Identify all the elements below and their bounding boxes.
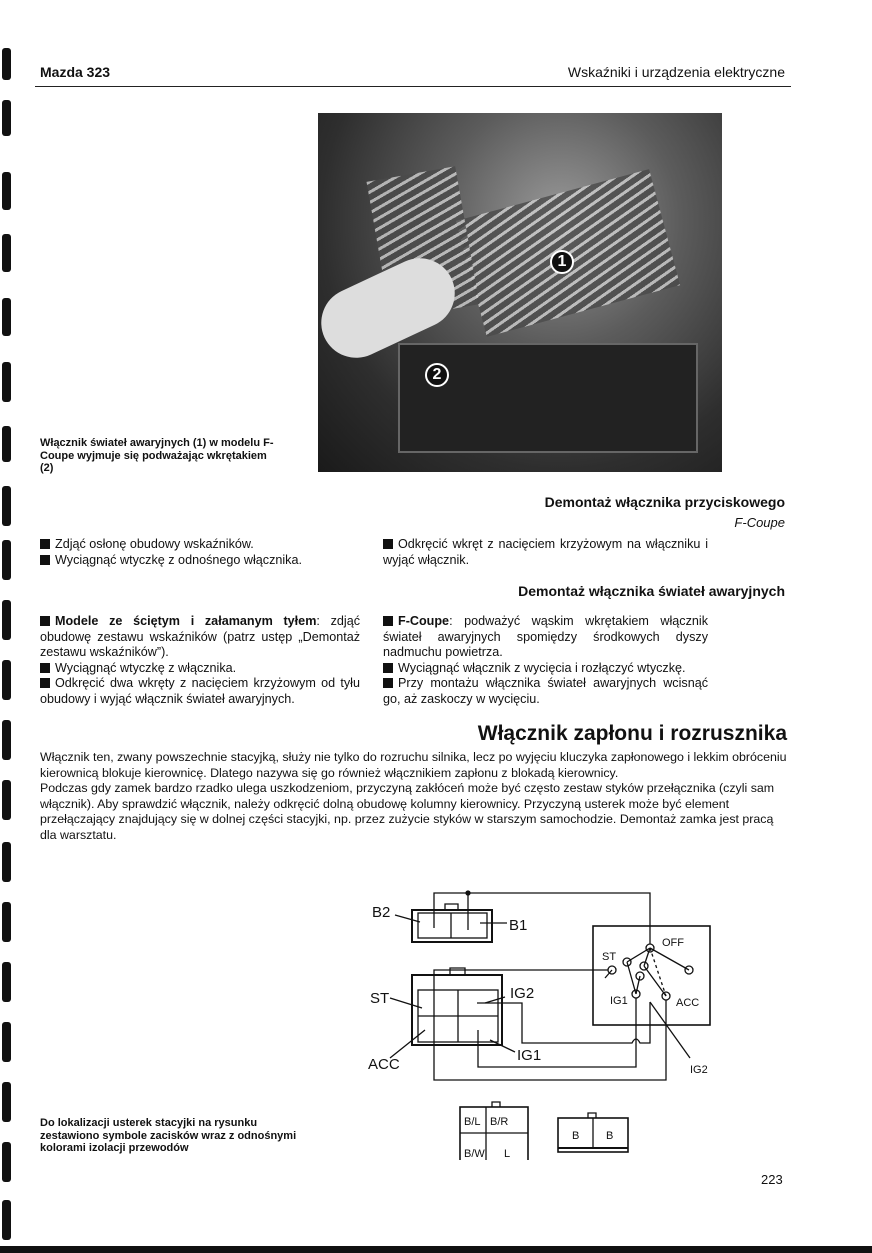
label-sw-acc: ACC [676,997,700,1009]
left-bullets-1: Zdjąć osłonę obudowy wskaźników. Wyciągnąć wtyczkę z odnośnego włącznika. [40,537,360,568]
label-b1: B1 [509,917,528,934]
header-rule [35,86,791,87]
label-ig2-out: IG2 [690,1064,708,1076]
header-chapter: Wskaźniki i urządzenia elektryczne [567,64,785,80]
right-bullet-1: Odkręcić wkręt z nacięciem krzyżowym na włączniku i wyjąć włącznik. [383,537,708,567]
subheading-fcoupe: F-Coupe [734,515,785,530]
dashboard-photo [318,113,722,472]
right-bullets-2: F-Coupe: podważyć wąskim wkrętakiem włącznik świateł awaryjnych spomiędzy środkowych dyszy nadmuchu powietrza. Wyciągnąć włącznik z wycięcia i rozłączyć wtyczkę. Przy montażu włącznika świateł awaryjnych wcisnąć go, aż zaskoczy w wycięciu. [383,614,708,706]
pin-l: L [504,1148,511,1160]
section-title: Włącznik zapłonu i rozrusznika [477,722,787,745]
pin-bw: B/W [464,1148,485,1160]
left-bullets-2: Modele ze ściętym i załamanym tyłem: zdjąć obudowę zestawu wskaźników (patrz ustęp „Demontaż zestawu wskaźników”). Wyciągnąć wtyczkę z włącznika. Odkręcić dwa wkręty z nacięciem krzyżowym od tyłu obudowy i wyjąć włącznik świateł awaryjnych. [40,614,360,706]
label-off: OFF [662,937,684,949]
pin-b-2: B [606,1130,614,1142]
diagram-caption: Do lokalizacji usterek stacyjki na rysunku zestawiono symbole zacisków wraz z odnośnymi kolorami izolacji przewodów [40,1117,297,1154]
heading-push-switch: Demontaż włącznika przyciskowego [544,494,785,510]
page-number: 223 [761,1172,783,1187]
label-ig1: IG1 [517,1047,542,1064]
ignition-switch-diagram [350,880,730,1160]
marker-1: 1 [550,250,574,274]
section-body: Włącznik ten, zwany powszechnie stacyjką, służy nie tylko do rozruchu silnika, lecz po wyjęciu kluczyka zapłonowego i lekkim obróceniu kierownicą blokuje kierownicę. Dlatego nazywa się go również włącznikiem zapłonu z blokadą kierownicy. Podczas gdy zamek bardzo rzadko ulega uszkodzeniom, przyczyną zakłóceń może być często zestaw styków przełącznika (czyli sam włącznik). Aby sprawdzić włącznik, należy odkręcić dolną obudowę kolumny kierownicy. Przyczyną usterek może być element przełączający znajdujący się w dolnej części stacyjki, np. przez zużycie styków w starszym samochodzie. Demontaż zamka jest pracą dla warsztatu. [40,750,787,842]
pin-b-1: B [572,1130,580,1142]
label-acc: ACC [368,1056,400,1073]
label-st: ST [370,990,390,1007]
marker-2: 2 [425,363,449,387]
heading-hazard-switch: Demontaż włącznika świateł awaryjnych [518,583,785,599]
label-sw-st: ST [602,951,617,963]
header-model: Mazda 323 [40,64,111,80]
label-sw-ig1: IG1 [610,995,628,1007]
label-ig2: IG2 [510,985,535,1002]
photo-caption: Włącznik świateł awaryjnych (1) w modelu F-Coupe wyjmuje się podważając wkrętakiem (2) [40,437,274,474]
pin-bl: B/L [464,1116,481,1128]
label-b2: B2 [372,904,391,921]
pin-br: B/R [490,1116,509,1128]
